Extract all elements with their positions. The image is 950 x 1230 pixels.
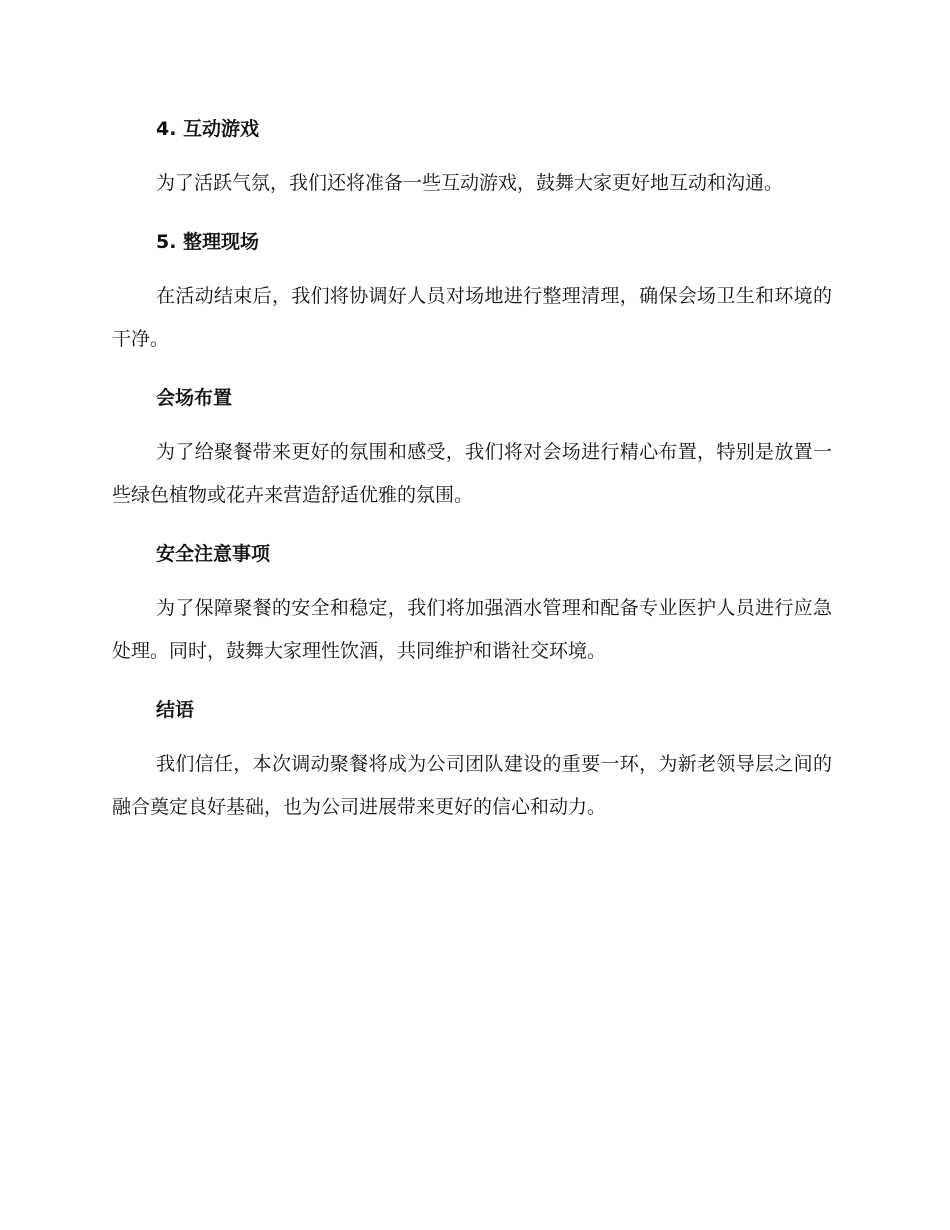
section-heading-conclusion: 结语: [156, 699, 195, 721]
section-paragraph-interactive-games: 为了活跃气氛，我们还将准备一些互动游戏，鼓舞大家更好地互动和沟通。: [156, 172, 784, 194]
section-paragraph-cleanup: 在活动结束后，我们将协调好人员对场地进行整理清理，确保会场卫生和环境的干净。: [112, 285, 832, 350]
section-paragraph-safety: 为了保障聚餐的安全和稳定，我们将加强酒水管理和配备专业医护人员进行应急处理。同时，鼓舞大家理性饮酒，共同维护和谐社交环境。: [112, 597, 832, 662]
section-heading-safety: 安全注意事项: [156, 543, 271, 565]
document-content: [112, 112, 832, 849]
section-heading-cleanup: 5. 整理现场: [156, 231, 260, 253]
section-paragraph-venue-decoration: 为了给聚餐带来更好的氛围和感受，我们将对会场进行精心布置，特别是放置一些绿色植物或花卉来营造舒适优雅的氛围。: [112, 441, 832, 506]
section-heading-venue-decoration: 会场布置: [156, 387, 233, 409]
section-heading-interactive-games: 4. 互动游戏: [156, 118, 260, 140]
section-paragraph-conclusion: 我们信任，本次调动聚餐将成为公司团队建设的重要一环，为新老领导层之间的融合奠定良好基础，也为公司进展带来更好的信心和动力。: [112, 753, 832, 818]
